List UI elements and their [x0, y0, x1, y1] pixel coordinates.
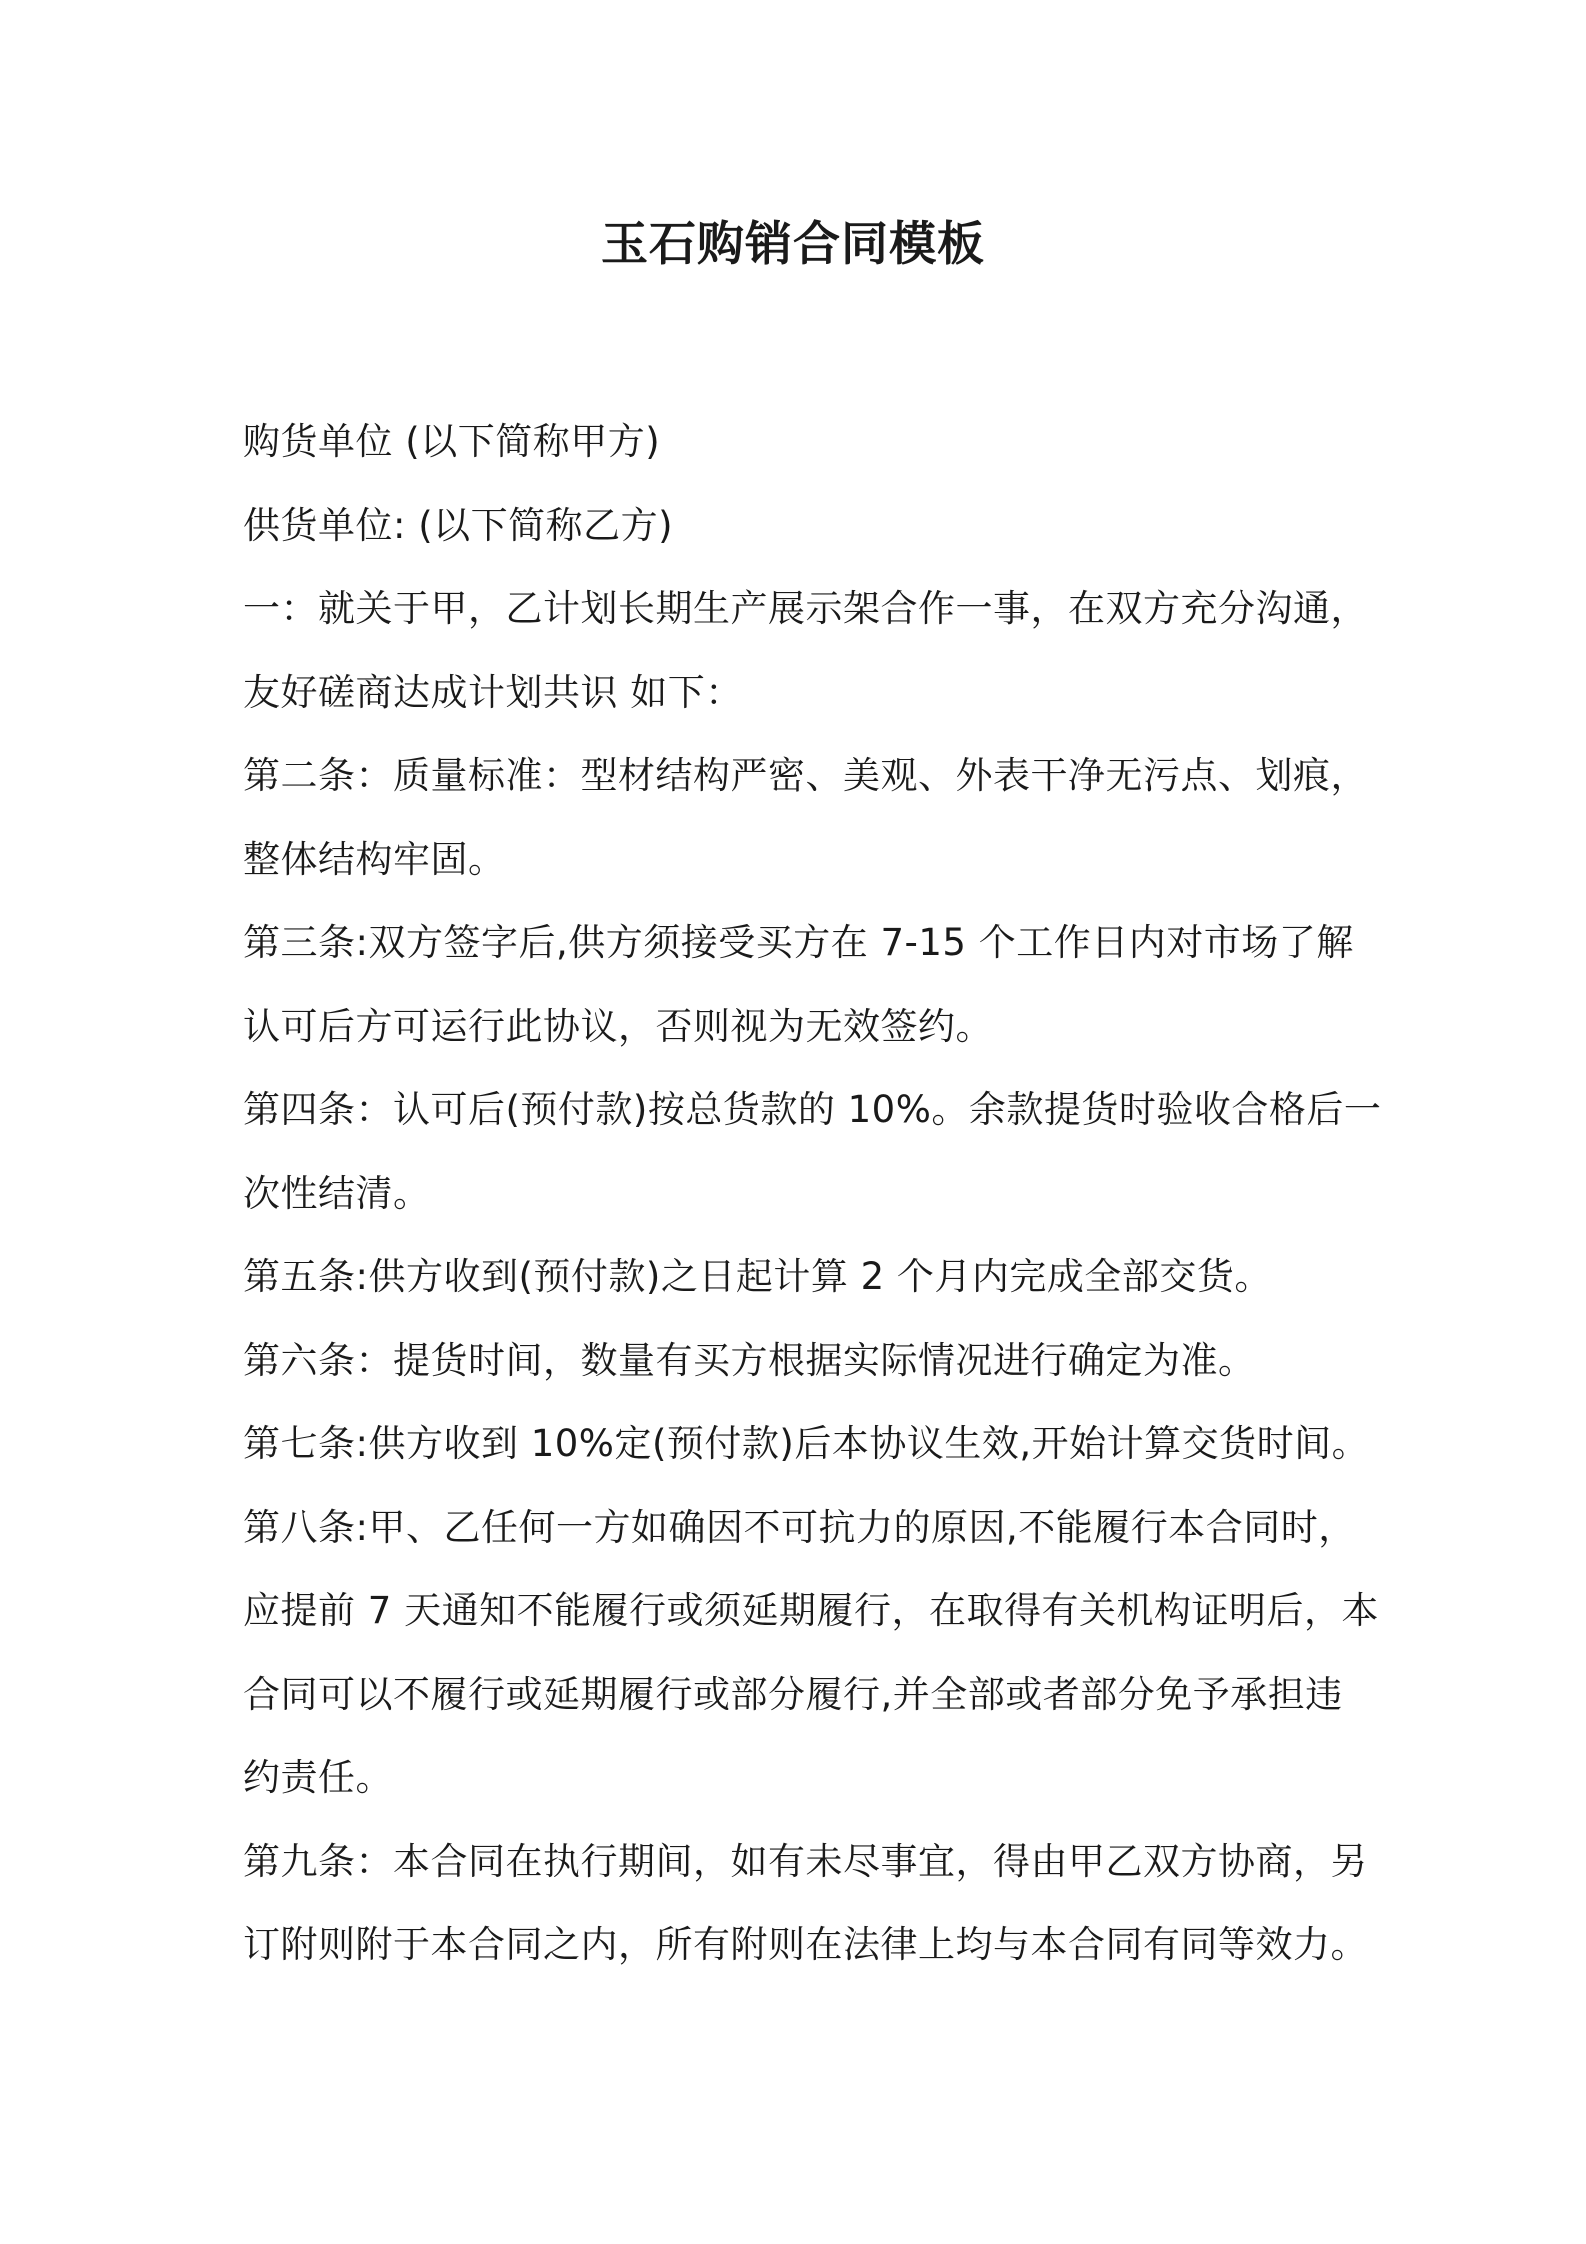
- paragraph-line: 供货单位: (以下简称乙方): [243, 503, 674, 547]
- paragraph-line: 认可后方可运行此协议，否则视为无效签约。: [243, 1004, 993, 1048]
- document-body: [243, 400, 1382, 1987]
- paragraph-line: 第五条:供方收到(预付款)之日起计算 2 个月内完成全部交货。: [243, 1255, 1272, 1298]
- paragraph-line: 友好磋商达成计划共识 如下：: [243, 670, 743, 714]
- paragraph-line: 约责任。: [243, 1756, 393, 1799]
- paragraph-line: 第二条：质量标准：型材结构严密、美观、外表干净无污点、划痕，: [243, 754, 1368, 797]
- paragraph-line: 订附则附于本合同之内，所有附则在法律上均与本合同有同等效力。: [243, 1923, 1368, 1966]
- paragraph-line: 第三条:双方签字后,供方须接受买方在 7-15 个工作日内对市场了解: [243, 921, 1354, 964]
- paragraph-line: 应提前 7 天通知不能履行或须延期履行，在取得有关机构证明后，本: [243, 1589, 1380, 1632]
- paragraph-line: 合同可以不履行或延期履行或部分履行,并全部或者部分免予承担违: [243, 1672, 1343, 1716]
- paragraph-line: 购货单位 (以下简称甲方): [243, 420, 661, 463]
- document-title: 玉石购销合同模板: [601, 217, 985, 272]
- paragraph-line: 次性结清。: [243, 1171, 431, 1215]
- paragraph-line: 第八条:甲、乙任何一方如确因不可抗力的原因,不能履行本合同时，: [243, 1505, 1356, 1549]
- paragraph-line: 整体结构牢固。: [243, 837, 506, 881]
- paragraph-line: 第四条：认可后(预付款)按总货款的 10%。余款提货时验收合格后一: [243, 1088, 1382, 1131]
- paragraph-line: 第九条：本合同在执行期间，如有未尽事宜，得由甲乙双方协商，另: [243, 1839, 1368, 1883]
- paragraph-line: 一：就关于甲，乙计划长期生产展示架合作一事，在双方充分沟通，: [243, 587, 1368, 630]
- paragraph-line: 第六条：提货时间，数量有买方根据实际情况进行确定为准。: [243, 1338, 1256, 1382]
- paragraph-line: 第七条:供方收到 10%定(预付款)后本协议生效,开始计算交货时间。: [243, 1422, 1370, 1465]
